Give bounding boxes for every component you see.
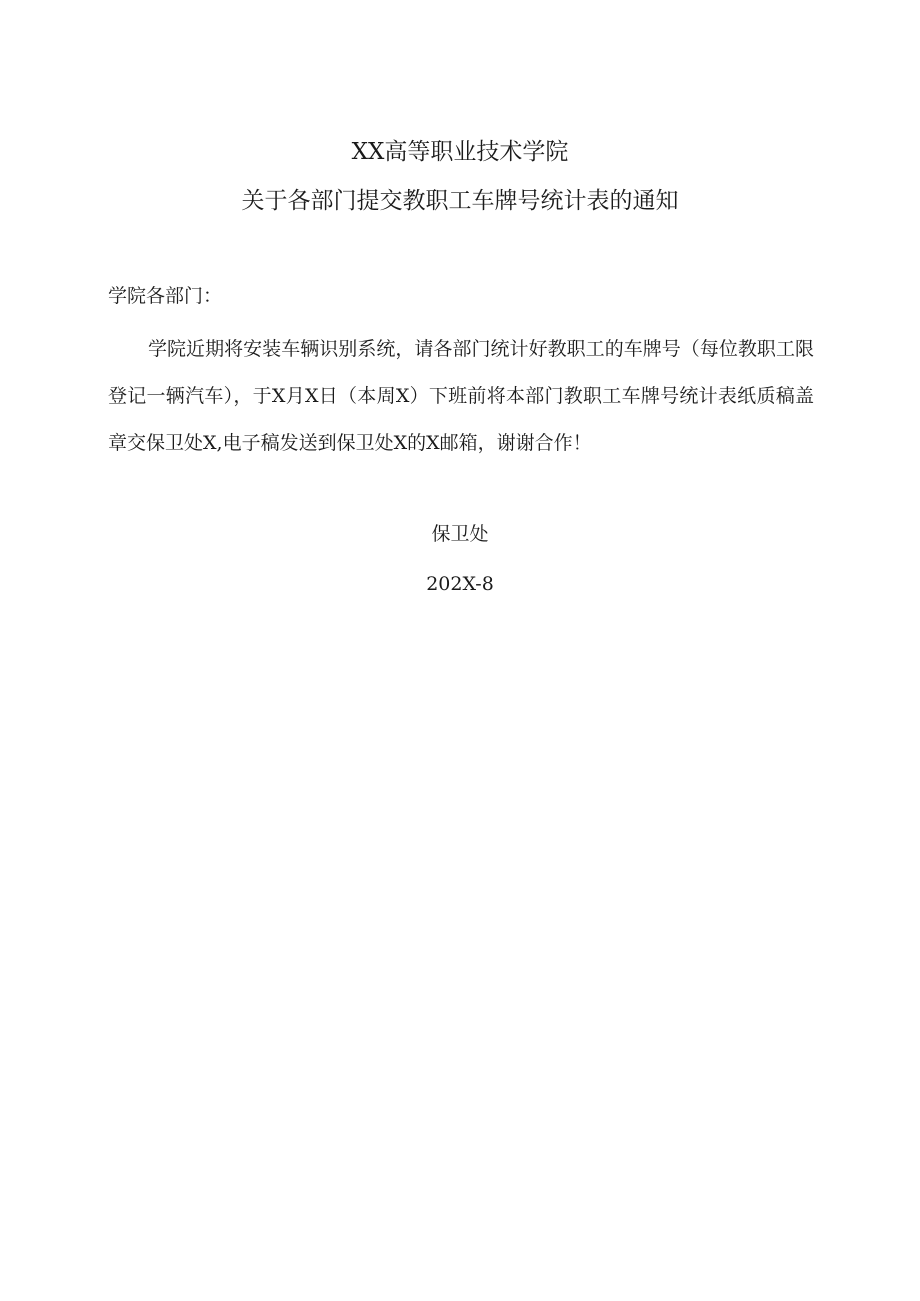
salutation: 学院各部门： bbox=[108, 285, 223, 307]
signature-department: 保卫处 bbox=[431, 523, 489, 545]
document-title-institution: XX高等职业技术学院 bbox=[351, 139, 569, 165]
document-title-subject: 关于各部门提交教职工车牌号统计表的通知 bbox=[241, 188, 679, 214]
body-paragraph: 学院近期将安装车辆识别系统，请各部门统计好教职工的车牌号（每位教职工限登记一辆汽车），于X月X日（本周X）下班前将本部门教职工车牌号统计表纸质稿盖章交保卫处X,电子稿发送到保卫处X的X邮箱，谢谢合作！ bbox=[108, 338, 814, 454]
signature-date: 202X-8 bbox=[426, 573, 494, 595]
